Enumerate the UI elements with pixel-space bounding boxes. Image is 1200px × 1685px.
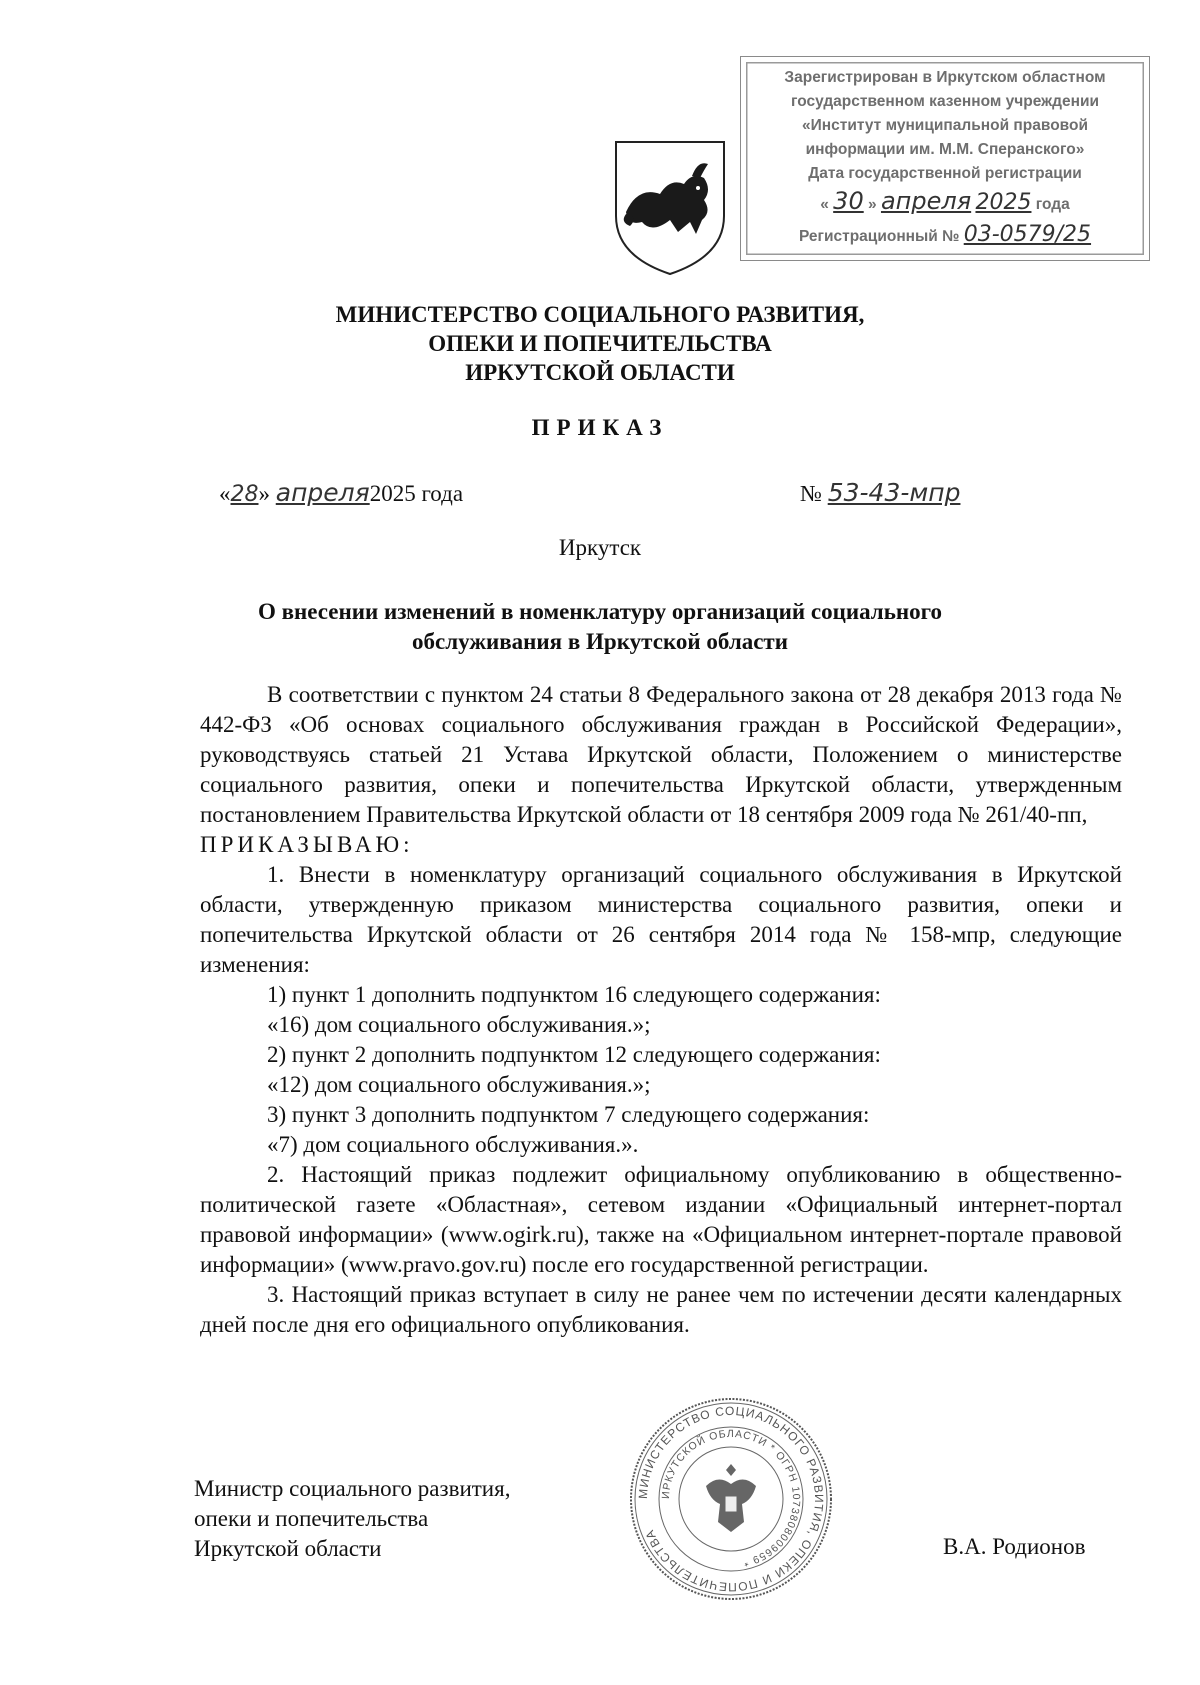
item-2: 2. Настоящий приказ подлежит официальному опубликованию в общественно-политической газете «Областная», сетевом издании «Официальный интернет-портал правовой информации» (www.ogirk.ru), также на «Официальном интернет-портале правовой информации» (www.pravo.gov.ru) после его государственной регистрации. — [200, 1162, 1122, 1277]
ministry-line-2: ОПЕКИ И ПОПЕЧИТЕЛЬСТВА — [428, 331, 772, 356]
coat-of-arms-icon — [612, 138, 728, 278]
order-body — [200, 680, 1122, 1340]
item-1: 1. Внести в номенклатуру организаций социального обслуживания в Иркутской области, утвержденную приказом министерства социального развития, опеки и попечительства Иркутской области от 26 сентября 2014 года № 158-мпр, следующие изменения: — [200, 862, 1122, 977]
order-date-month: апреля — [275, 478, 370, 507]
seal-inner-text: ИРКУТСКОЙ ОБЛАСТИ * ОГРН 1073808009659 * — [659, 1427, 803, 1569]
order-word: ПРИКАЗЫВАЮ: — [200, 832, 414, 857]
signer-title-line-1: Министр социального развития, — [194, 1476, 511, 1501]
reg-stamp-number: Регистрационный № 03-0579/25 — [798, 222, 1092, 247]
signer-title-line-2: опеки и попечительства — [194, 1506, 429, 1531]
order-number: № 53-43-мпр — [800, 478, 961, 507]
order-date-year: 2025 года — [369, 481, 464, 506]
ministry-header — [0, 300, 1200, 387]
sub-item-1: 1) пункт 1 дополнить подпунктом 16 следующего содержания: — [267, 982, 881, 1007]
order-subject — [0, 597, 1200, 657]
reg-stamp-line-4: информации им. М.М. Сперанского» — [805, 141, 1085, 158]
reg-stamp-date: « 30 » апреля 2025 года — [820, 187, 1070, 215]
preamble: В соответствии с пунктом 24 статьи 8 Федерального закона от 28 декабря 2013 года № 442-ФЗ «Об основах социального обслуживания граждан в Российской Федерации», руководствуясь статьей 21 Устава Иркутской области, Положением о министерстве социального развития, опеки и попечительства Иркутской области, утвержденным постановлением Правительства Иркутской области от 18 сентября 2009 года № 261/40-пп, — [200, 682, 1122, 827]
sub-item-1-text: «16) дом социального обслуживания.»; — [267, 1012, 651, 1037]
ministry-line-1: МИНИСТЕРСТВО СОЦИАЛЬНОГО РАЗВИТИЯ, — [335, 302, 865, 327]
reg-date-month: апреля — [880, 187, 972, 215]
signer-title — [194, 1474, 510, 1564]
official-seal-icon — [628, 1396, 834, 1602]
registration-stamp — [740, 56, 1150, 261]
sub-item-2-text: «12) дом социального обслуживания.»; — [267, 1072, 651, 1097]
signer-title-line-3: Иркутской области — [194, 1536, 382, 1561]
order-date: «28» апреля2025 года — [219, 478, 464, 507]
order-title: ПРИКАЗ — [531, 415, 669, 440]
sub-item-3-text: «7) дом социального обслуживания.». — [267, 1132, 639, 1157]
order-date-day: 28 — [230, 482, 259, 507]
sub-item-3: 3) пункт 3 дополнить подпунктом 7 следующего содержания: — [267, 1102, 870, 1127]
seal-outer-text: МИНИСТЕРСТВО СОЦИАЛЬНОГО РАЗВИТИЯ, ОПЕКИ И ПОПЕЧИТЕЛЬСТВА — [635, 1403, 827, 1595]
order-number-value: 53-43-мпр — [827, 478, 961, 507]
reg-number-value: 03-0579/25 — [963, 222, 1092, 247]
reg-stamp-line-3: «Институт муниципальной правовой — [802, 117, 1088, 134]
reg-stamp-line-1: Зарегистрирован в Иркутском областном — [784, 69, 1106, 86]
ministry-line-3: ИРКУТСКОЙ ОБЛАСТИ — [465, 360, 735, 385]
city: Иркутск — [558, 535, 642, 560]
reg-stamp-line-5: Дата государственной регистрации — [808, 165, 1082, 182]
subject-line-1: О внесении изменений в номенклатуру организаций социального — [257, 599, 942, 624]
reg-date-year: 2025 — [975, 190, 1032, 215]
reg-stamp-line-2: государственном казенном учреждении — [790, 93, 1100, 110]
sub-item-2: 2) пункт 2 дополнить подпунктом 12 следующего содержания: — [267, 1042, 881, 1067]
subject-line-2: обслуживания в Иркутской области — [412, 629, 788, 654]
signer-name: В.А. Родионов — [943, 1534, 1086, 1559]
item-3: 3. Настоящий приказ вступает в силу не ранее чем по истечении десяти календарных дней после дня его официального опубликования. — [200, 1282, 1122, 1337]
reg-date-day: 30 — [833, 187, 864, 215]
